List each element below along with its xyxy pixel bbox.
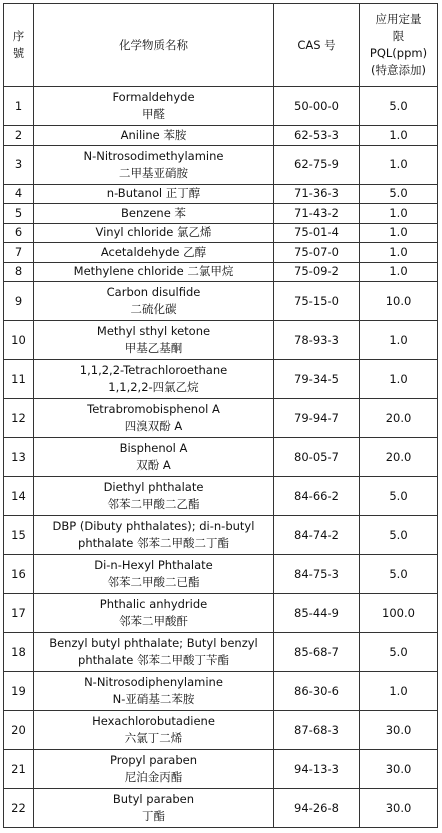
header-pql-line: (特意添加) [371, 63, 426, 77]
chemical-name-line: Diethyl phthalate [103, 480, 204, 494]
pql-value-cell: 1.0 [360, 321, 438, 360]
pql-value-cell: 100.0 [360, 594, 438, 633]
serial-number-cell: 20 [4, 711, 34, 750]
serial-number-cell: 5 [4, 204, 34, 224]
chemical-name-line: 甲基乙基酮 [124, 341, 183, 355]
chemical-name-cell [34, 555, 274, 594]
table-header-row [4, 4, 438, 87]
cas-number-cell: 85-44-9 [274, 594, 360, 633]
chemical-name-cell [34, 750, 274, 789]
table-row [4, 145, 438, 184]
pql-value-cell: 1.0 [360, 243, 438, 263]
cas-number-cell: 62-75-9 [274, 145, 360, 184]
chemical-name-cell [34, 223, 274, 243]
serial-number-cell: 14 [4, 477, 34, 516]
table-row [4, 204, 438, 224]
chemical-name-line: N-Nitrosodimethylamine [83, 148, 224, 163]
table-row [4, 399, 438, 438]
cas-number-cell: 50-00-0 [274, 87, 360, 126]
table-row [4, 633, 438, 672]
table-row [4, 360, 438, 399]
chemical-name-cell [34, 438, 274, 477]
table-row [4, 223, 438, 243]
chemical-name-cell [34, 360, 274, 399]
serial-number-cell: 15 [4, 516, 34, 555]
chemical-name-line: DBP (Dibuty phthalates); di-n-butyl [52, 519, 255, 533]
chemical-name-cell [34, 711, 274, 750]
chemical-name-line: Carbon disulfide [106, 285, 201, 299]
table-row [4, 594, 438, 633]
header-pql-line: 应用定量 [375, 12, 422, 26]
pql-value-cell: 10.0 [360, 282, 438, 321]
pql-value-cell: 1.0 [360, 145, 438, 184]
chemical-name-cell [34, 282, 274, 321]
chemical-name-line: Acetaldehyde 乙醇 [100, 244, 207, 259]
serial-number-cell: 8 [4, 262, 34, 282]
cas-number-cell: 87-68-3 [274, 711, 360, 750]
serial-number-cell: 13 [4, 438, 34, 477]
chemical-name-line: 六氯丁二烯 [124, 731, 183, 745]
chemical-name-cell [34, 262, 274, 282]
serial-number-cell: 21 [4, 750, 34, 789]
chemical-name-line: Tetrabromobisphenol A [87, 402, 220, 416]
chemical-name-line: 二硫化碳 [130, 302, 177, 316]
cas-number-cell: 78-93-3 [274, 321, 360, 360]
chemical-name-line: Methyl sthyl ketone [96, 324, 211, 338]
cas-number-cell: 75-01-4 [274, 223, 360, 243]
chemical-name-line: 邻苯二甲酸二已酯 [107, 575, 200, 589]
cas-number-cell: 71-36-3 [274, 184, 360, 204]
serial-number-cell: 6 [4, 223, 34, 243]
chemical-name-cell [34, 672, 274, 711]
pql-value-cell: 1.0 [360, 126, 438, 146]
cas-number-cell: 86-30-6 [274, 672, 360, 711]
table-row [4, 750, 438, 789]
chemical-name-line: 甲醛 [142, 107, 165, 121]
table-row [4, 555, 438, 594]
cas-number-cell: 75-07-0 [274, 243, 360, 263]
chemical-name-line: 二甲基亚硝胺 [119, 165, 188, 180]
chemical-name-cell [34, 594, 274, 633]
cas-number-cell: 62-53-3 [274, 126, 360, 146]
pql-value-cell: 5.0 [360, 633, 438, 672]
chemical-name-line: 尼泊金丙酯 [124, 770, 183, 784]
pql-value-cell: 5.0 [360, 555, 438, 594]
pql-value-cell: 30.0 [360, 750, 438, 789]
chemical-name-line: 邻苯二甲酸二乙酯 [107, 497, 200, 511]
pql-value-cell: 1.0 [360, 262, 438, 282]
chemical-name-cell [34, 516, 274, 555]
chemical-name-line: 1,1,2,2-Tetrachloroethane [79, 363, 228, 377]
serial-number-cell: 11 [4, 360, 34, 399]
header-pql-line: 限 [392, 29, 405, 43]
chemical-name-line: 双酚 A [136, 458, 171, 472]
pql-value-cell: 5.0 [360, 184, 438, 204]
chemical-name-cell [34, 204, 274, 224]
pql-value-cell: 5.0 [360, 477, 438, 516]
cas-number-cell: 75-15-0 [274, 282, 360, 321]
table-row [4, 438, 438, 477]
cas-number-cell: 75-09-2 [274, 262, 360, 282]
chemical-name-line: Aniline 苯胺 [120, 127, 187, 142]
serial-number-cell: 18 [4, 633, 34, 672]
table-row [4, 282, 438, 321]
header-pql-line: PQL(ppm) [369, 46, 428, 60]
cas-number-cell: 94-13-3 [274, 750, 360, 789]
chemical-name-line: 四溴双酚 A [124, 419, 183, 433]
chemical-name-cell [34, 477, 274, 516]
cas-number-cell: 71-43-2 [274, 204, 360, 224]
header-pql [360, 4, 438, 87]
cas-number-cell: 84-66-2 [274, 477, 360, 516]
cas-number-cell: 79-34-5 [274, 360, 360, 399]
pql-value-cell: 20.0 [360, 399, 438, 438]
table-row [4, 672, 438, 711]
chemical-name-line: Propyl paraben [110, 753, 197, 767]
table-row [4, 711, 438, 750]
chemical-name-cell [34, 184, 274, 204]
table-row [4, 87, 438, 126]
chemical-name-cell [34, 126, 274, 146]
table-row [4, 321, 438, 360]
cas-number-cell: 79-94-7 [274, 399, 360, 438]
pql-value-cell: 20.0 [360, 438, 438, 477]
chemical-name-line: Bisphenol A [119, 441, 188, 455]
serial-number-cell: 17 [4, 594, 34, 633]
cas-number-cell: 80-05-7 [274, 438, 360, 477]
pql-value-cell: 1.0 [360, 672, 438, 711]
chemical-name-line: Methylene chloride 二氯甲烷 [73, 264, 234, 279]
serial-number-cell: 1 [4, 87, 34, 126]
table-row [4, 789, 438, 828]
cas-number-cell: 84-74-2 [274, 516, 360, 555]
chemical-name-line: Vinyl chloride 氯乙烯 [95, 225, 212, 240]
chemical-name-line: 1,1,2,2-四氯乙烷 [108, 380, 199, 394]
header-chemical-name: 化学物质名称 [34, 4, 274, 87]
chemical-name-line: Butyl paraben [112, 792, 195, 806]
chemical-name-line: phthalate 邻苯二甲酸丁苄酯 [78, 653, 229, 667]
table-row [4, 477, 438, 516]
table-row [4, 243, 438, 263]
chemical-name-line: phthalate 邻苯二甲酸二丁酯 [78, 536, 229, 550]
serial-number-cell: 9 [4, 282, 34, 321]
chemical-name-cell [34, 321, 274, 360]
pql-value-cell: 30.0 [360, 711, 438, 750]
header-serial-line: 號 [12, 46, 25, 60]
chemical-name-cell [34, 243, 274, 263]
chemical-name-cell [34, 789, 274, 828]
chemical-name-line: Phthalic anhydride [99, 597, 208, 611]
chemical-name-line: N-Nitrosodiphenylamine [84, 675, 223, 689]
serial-number-cell: 4 [4, 184, 34, 204]
chemical-name-line: Benzene 苯 [121, 205, 186, 220]
serial-number-cell: 10 [4, 321, 34, 360]
pql-value-cell: 30.0 [360, 789, 438, 828]
serial-number-cell: 16 [4, 555, 34, 594]
header-serial-number [4, 4, 34, 87]
chemical-name-cell [34, 399, 274, 438]
chemical-name-cell [34, 87, 274, 126]
header-serial-line: 序 [12, 29, 25, 43]
table-row [4, 262, 438, 282]
table-body [4, 87, 438, 828]
chemical-name-cell [34, 145, 274, 184]
chemical-name-line: Di-n-Hexyl Phthalate [94, 558, 213, 572]
serial-number-cell: 3 [4, 145, 34, 184]
cas-number-cell: 94-26-8 [274, 789, 360, 828]
pql-value-cell: 5.0 [360, 87, 438, 126]
pql-value-cell: 1.0 [360, 360, 438, 399]
chemical-name-line: Formaldehyde [112, 90, 195, 104]
chemical-name-line: Benzyl butyl phthalate; Butyl benzyl [49, 636, 258, 650]
pql-value-cell: 5.0 [360, 516, 438, 555]
chemical-name-line: Hexachlorobutadiene [92, 714, 215, 728]
table-row [4, 126, 438, 146]
cas-number-cell: 85-68-7 [274, 633, 360, 672]
chemical-name-cell [34, 633, 274, 672]
table-row [4, 184, 438, 204]
serial-number-cell: 22 [4, 789, 34, 828]
table-row [4, 516, 438, 555]
header-cas-number: CAS 号 [274, 4, 360, 87]
cas-number-cell: 84-75-3 [274, 555, 360, 594]
serial-number-cell: 7 [4, 243, 34, 263]
chemical-name-line: 邻苯二甲酸酐 [119, 614, 188, 628]
chemical-name-line: N-亚硝基二苯胺 [112, 692, 195, 706]
chemical-name-line: n-Butanol 正丁醇 [106, 186, 201, 201]
serial-number-cell: 12 [4, 399, 34, 438]
chemical-name-line: 丁酯 [142, 809, 165, 823]
pql-value-cell: 1.0 [360, 204, 438, 224]
pql-value-cell: 1.0 [360, 223, 438, 243]
chemical-limits-table [3, 3, 438, 828]
serial-number-cell: 2 [4, 126, 34, 146]
serial-number-cell: 19 [4, 672, 34, 711]
